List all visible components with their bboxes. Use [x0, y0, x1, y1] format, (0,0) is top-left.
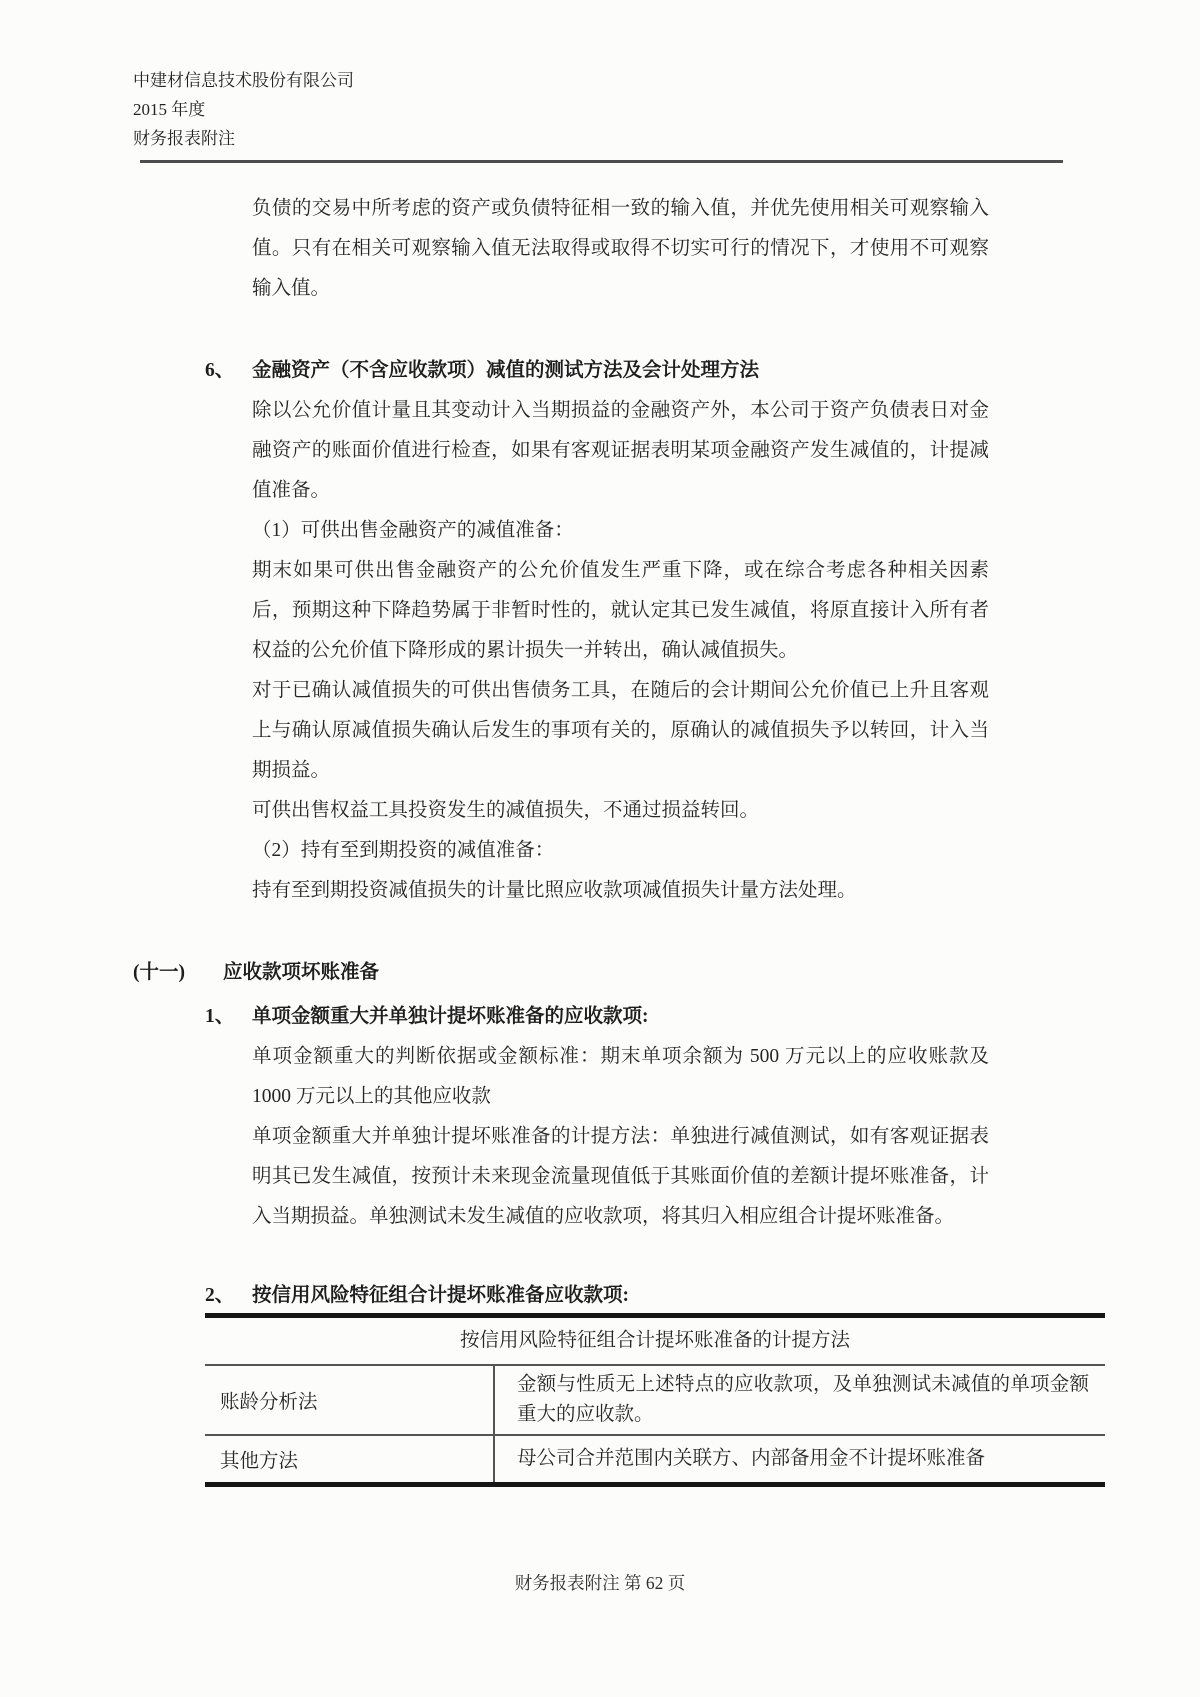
section11-sub1-number: 1、	[205, 1006, 235, 1027]
section11-sub1-paragraph: 单项金额重大并单独计提坏账准备的计提方法：单独进行减值测试，如有客观证据表明其已发生减值，按预计未来现金流量现值低于其账面价值的差额计提坏账准备，计入当期损益。单独测试未发生减值的应收款项，将其归入相应组合计提坏账准备。	[252, 1126, 989, 1227]
header-divider	[140, 160, 1063, 163]
section11-sub2-number: 2、	[205, 1285, 235, 1306]
footer-page-label: 财务报表附注 第 62 页	[514, 1573, 686, 1593]
section6-paragraph: 对于已确认减值损失的可供出售债务工具，在随后的会计期间公允价值已上升且客观上与确认原减值损失确认后发生的事项有关的，原确认的减值损失予以转回，计入当期损益。	[252, 680, 989, 781]
section11-sub2-title: 按信用风险特征组合计提坏账准备应收款项:	[252, 1285, 629, 1306]
section11-sub1-heading	[205, 997, 1200, 1037]
description-cell: 母公司合并范围内关联方、内部备用金不计提坏账准备	[517, 1448, 986, 1469]
fiscal-year: 2015 年度	[133, 100, 206, 119]
section6-paragraph: 期末如果可供出售金融资产的公允价值发生严重下降，或在综合考虑各种相关因素后，预期这种下降趋势属于非暂时性的，就认定其已发生减值，将原直接计入所有者权益的公允价值下降形成的累计损失一并转出，确认减值损失。	[252, 560, 989, 661]
method-cell: 其他方法	[205, 1436, 495, 1482]
running-header	[133, 0, 1200, 153]
table-row	[205, 1364, 1105, 1434]
section11-sub1-paragraph: 单项金额重大的判断依据或金额标准：期末单项余额为 500 万元以上的应收账款及1000 万元以上的其他应收款	[252, 1046, 989, 1107]
table-caption: 按信用风险特征组合计提坏账准备的计提方法	[459, 1330, 850, 1351]
section11-title: 应收款项坏账准备	[223, 962, 380, 983]
section6-paragraph: 持有至到期投资减值损失的计量比照应收款项减值损失计量方法处理。	[252, 880, 857, 901]
table-row	[205, 1434, 1105, 1482]
section11-heading	[133, 953, 1200, 993]
method-cell: 账龄分析法	[205, 1366, 495, 1434]
section6-paragraph: （1）可供出售金融资产的减值准备：	[252, 520, 574, 541]
section6-paragraph: 除以公允价值计量且其变动计入当期损益的金融资产外，本公司于资产负债表日对金融资产的账面价值进行检查，如果有客观证据表明某项金融资产发生减值的，计提减值准备。	[252, 400, 989, 501]
company-name: 中建材信息技术股份有限公司	[133, 71, 354, 90]
intro-paragraph: 负债的交易中所考虑的资产或负债特征相一致的输入值，并优先使用相关可观察输入值。只有在相关可观察输入值无法取得或取得不切实可行的情况下，才使用不可观察输入值。	[252, 198, 989, 299]
doc-title: 财务报表附注	[133, 129, 235, 148]
section11-sub2-heading	[205, 1279, 1200, 1313]
section6-paragraph: （2）持有至到期投资的减值准备：	[252, 840, 555, 861]
section11-number: (十一)	[133, 962, 185, 983]
section6-title: 金融资产（不含应收款项）减值的测试方法及会计处理方法	[252, 360, 760, 381]
section6-heading	[205, 351, 1200, 391]
section6-number: 6、	[205, 360, 235, 381]
description-cell: 金额与性质无上述特点的应收款项，及单独测试未减值的单项金额重大的应收款。	[517, 1374, 1089, 1425]
section11-sub1-title: 单项金额重大并单独计提坏账准备的应收款项:	[252, 1006, 649, 1027]
section6-paragraph: 可供出售权益工具投资发生的减值损失，不通过损益转回。	[252, 800, 760, 821]
provision-method-table	[205, 1313, 1105, 1487]
